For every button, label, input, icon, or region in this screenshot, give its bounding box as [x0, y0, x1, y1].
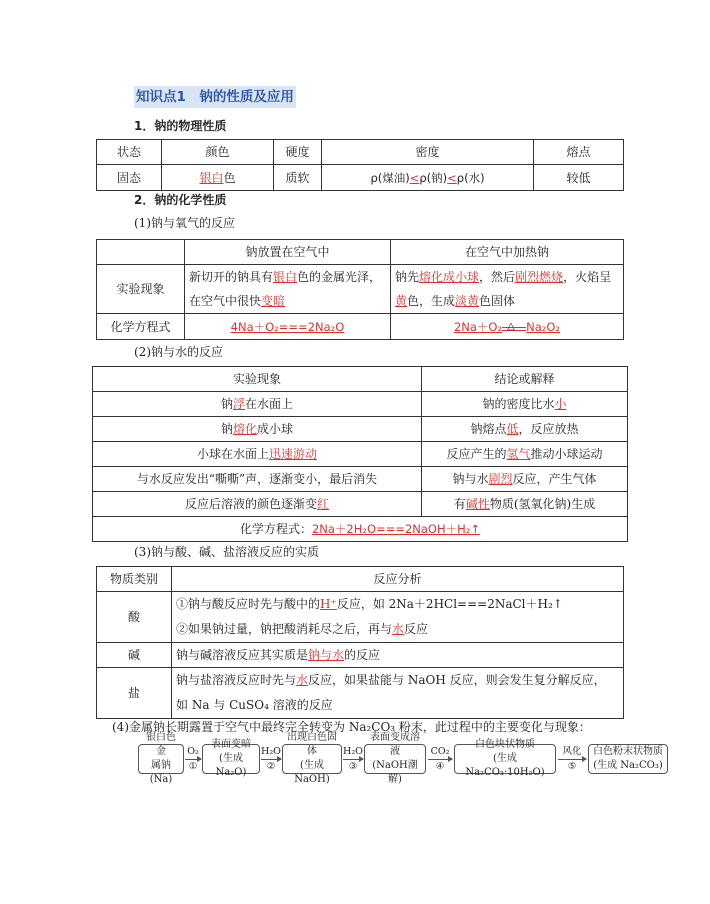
- flow-box-naoh: 出现白色固体 (生成NaOH): [282, 744, 342, 774]
- sub1-heading: (1)钠与氧气的反应: [134, 216, 235, 230]
- flow-arrow-5: 风化 ⑤: [558, 746, 586, 773]
- oxygen-reaction-table: [96, 239, 624, 340]
- acid-col2: 反应分析: [172, 567, 624, 592]
- cell-melting: 较低: [534, 165, 624, 191]
- table-row: 钠熔化成小球 钠熔点低，反应放热: [93, 417, 628, 442]
- physical-properties-table: [96, 139, 624, 191]
- acid-label: 酸: [97, 592, 172, 643]
- flow-box-deliquescence: 表面变成溶液 (NaOH潮解): [364, 744, 426, 774]
- flow-arrow-1: O₂ ①: [185, 746, 201, 773]
- table-row: 反应后溶液的颜色逐渐变红 有碱性物质(氢氧化钠)生成: [93, 492, 628, 517]
- flow-box-sodium: 银白色金 属钠(Na): [138, 744, 184, 774]
- water-col2: 结论或解释: [422, 367, 628, 392]
- header-melting: 熔点: [534, 140, 624, 165]
- oxygen-row2-label: 化学方程式: [97, 314, 185, 340]
- table-row: 钠浮在水面上 钠的密度比水小: [93, 392, 628, 417]
- header-color: 颜色: [162, 140, 274, 165]
- table-row: 小球在水面上迅速游动 反应产生的氢气推动小球运动: [93, 442, 628, 467]
- oxygen-eq1: 4Na＋O₂===2Na₂O: [185, 314, 391, 340]
- base-label: 碱: [97, 643, 172, 668]
- sub4-heading: (4)金属钠长期露置于空气中最终完全转变为 Na₂CO₃ 粉末，此过程中的主要变化与现象：: [112, 720, 591, 734]
- table-row: 与水反应发出“嘶嘶”声，逐渐变小，最后消失 钠与水剧烈反应，产生气体: [93, 467, 628, 492]
- sub2-heading: (2)钠与水的反应: [134, 345, 223, 359]
- oxygen-col2: 在空气中加热钠: [391, 240, 624, 265]
- cell-density: ρ(煤油)<ρ(钠)<ρ(水): [322, 165, 534, 191]
- oxygen-air-phenomenon: 新切开的钠具有银白色的金属光泽，在空气中很快变暗: [185, 265, 391, 314]
- cell-color: 银白色: [162, 165, 274, 191]
- flow-arrow-4: CO₂ ④: [428, 746, 452, 773]
- cell-hardness: 质软: [274, 165, 322, 191]
- acid-analysis: ①钠与酸反应时先与酸中的H⁺反应，如 2Na＋2HCl===2NaCl＋H₂↑ ②如果钠过量，钠把酸消耗尽之后，再与水反应: [172, 592, 624, 643]
- flow-box-na2o: 表面变暗 (生成Na₂O): [202, 744, 260, 774]
- cell-state: 固态: [97, 165, 162, 191]
- flow-box-na2co3: 白色粉末状物质 (生成 Na₂CO₃): [588, 744, 668, 774]
- flow-box-decahydrate: 白色块状物质 (生成 Na₂CO₃·10H₂O): [454, 744, 556, 774]
- section1-heading: 1．钠的物理性质: [134, 119, 227, 133]
- header-hardness: 硬度: [274, 140, 322, 165]
- acid-base-salt-table: [96, 566, 624, 719]
- oxygen-heat-phenomenon: 钠先熔化成小球，然后剧烈燃烧，火焰呈黄色，生成淡黄色固体: [391, 265, 624, 314]
- header-state: 状态: [97, 140, 162, 165]
- page-title: 知识点1 钠的性质及应用: [134, 86, 296, 108]
- flow-arrow-3: H₂O ③: [343, 746, 363, 772]
- salt-label: 盐: [97, 668, 172, 719]
- salt-analysis: 钠与盐溶液反应时先与水反应，如果盐能与 NaOH 反应，则会发生复分解反应， 如 Na 与 CuSO₄ 溶液的反应: [172, 668, 624, 719]
- oxygen-eq2: 2Na＋O₂ △ Na₂O₂: [391, 314, 624, 340]
- sub3-heading: (3)钠与酸、碱、盐溶液反应的实质: [134, 545, 319, 559]
- water-col1: 实验现象: [93, 367, 422, 392]
- oxygen-row1-label: 实验现象: [97, 265, 185, 314]
- header-density: 密度: [322, 140, 534, 165]
- water-reaction-table: [92, 366, 628, 542]
- section2-heading: 2．钠的化学性质: [134, 193, 227, 207]
- base-analysis: 钠与碱溶液反应其实质是钠与水的反应: [172, 643, 624, 668]
- flow-arrow-2: H₂O ②: [261, 746, 281, 772]
- water-equation: 化学方程式：2Na＋2H₂O===2NaOH＋H₂↑: [93, 517, 628, 542]
- oxygen-col1: 钠放置在空气中: [185, 240, 391, 265]
- acid-col1: 物质类别: [97, 567, 172, 592]
